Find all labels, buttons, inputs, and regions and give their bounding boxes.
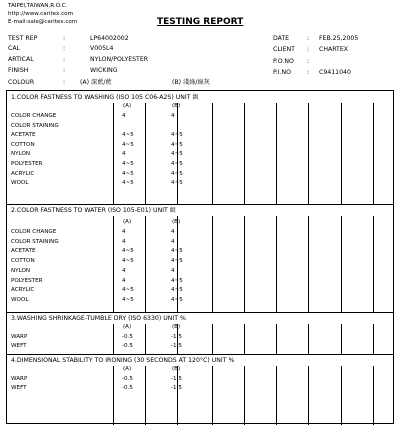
colon: : (63, 79, 66, 86)
section-divider (7, 354, 393, 355)
value-a: -0.5 (122, 385, 133, 392)
row-label: COTTON (11, 141, 35, 148)
value-a: 4~5 (122, 296, 134, 303)
company-email[interactable]: E-mail:sale@caritex.com (8, 19, 78, 25)
section-divider (7, 312, 393, 313)
column-header-a: (A) (123, 324, 132, 330)
value-a: 4 (122, 229, 126, 235)
column-divider (308, 366, 309, 425)
colon: : (307, 69, 310, 76)
cal-value: V005L4 (90, 45, 114, 52)
row-label: WEFT (11, 343, 27, 350)
row-label: POLYESTER (11, 161, 43, 167)
row-label: COTTON (11, 258, 35, 265)
column-divider (212, 103, 213, 204)
value-b: 4~5 (171, 141, 183, 148)
column-divider (177, 366, 178, 425)
row-label: WEFT (11, 385, 27, 392)
results-table (6, 90, 394, 424)
column-divider (212, 216, 213, 312)
column-header-b: (B) (172, 219, 181, 225)
value-b: 4 (171, 238, 175, 245)
section-divider (7, 204, 393, 205)
column-header-a: (A) (123, 103, 132, 109)
column-divider (276, 103, 277, 204)
column-header-b: (B) (172, 324, 181, 330)
column-divider (373, 103, 374, 204)
row-label: ACRYLIC (11, 170, 35, 177)
column-divider (341, 324, 342, 354)
value-a: 4~5 (122, 141, 134, 148)
value-b: 4 (171, 267, 175, 274)
value-b: 4~5 (171, 277, 183, 284)
value-b: -1.5 (171, 376, 182, 382)
value-a: 4~5 (122, 170, 134, 177)
section-title: 4.DIMENSIONAL STABILITY TO IRONING (30 SECONDS AT 120°C) UNIT % (11, 357, 235, 364)
row-label: NYLON (11, 151, 31, 158)
row-label: WOOL (11, 296, 29, 303)
column-divider (113, 366, 114, 425)
column-divider (244, 366, 245, 425)
column-header-a: (A) (123, 366, 132, 372)
value-a: 4~5 (122, 248, 134, 255)
column-divider (244, 324, 245, 354)
finish-label: FINISH (8, 67, 29, 74)
column-divider (308, 324, 309, 354)
company-address: TAIPEI,TAIWAN,R.O.C. (8, 3, 68, 9)
value-a: 4~5 (122, 132, 134, 139)
column-header-b: (B) (172, 103, 181, 109)
column-divider (276, 366, 277, 425)
value-a: 4 (122, 151, 126, 158)
test-section (7, 91, 393, 204)
value-b: 4~5 (171, 296, 183, 303)
value-b: 4~5 (171, 161, 183, 167)
column-divider (373, 366, 374, 425)
column-divider (373, 216, 374, 312)
value-b: 4 (171, 113, 175, 119)
row-label: COLOR STAINING (11, 238, 59, 245)
column-divider (212, 366, 213, 425)
column-divider (212, 324, 213, 354)
value-b: 4~5 (171, 258, 183, 265)
value-a: 4~5 (122, 161, 134, 167)
value-a: -0.5 (122, 376, 133, 382)
client-value: CHARTEX (319, 46, 348, 53)
colon: : (63, 56, 66, 63)
value-b: 4~5 (171, 248, 183, 255)
column-divider (113, 216, 114, 312)
date-value: FEB.25,2005 (319, 35, 359, 42)
value-b: 4~5 (171, 180, 183, 187)
value-b: 4~5 (171, 287, 183, 294)
column-header-a: (A) (123, 219, 132, 225)
column-divider (113, 103, 114, 204)
column-divider (145, 366, 146, 425)
colon: : (307, 35, 310, 42)
column-divider (113, 324, 114, 354)
row-label: WOOL (11, 180, 29, 187)
row-label: COLOR CHANGE (11, 229, 57, 235)
column-divider (244, 216, 245, 312)
company-website[interactable]: http://www.caritex.com (8, 11, 74, 17)
cal-label: CAL (8, 45, 21, 52)
section-title: 2.COLOR FASTNESS TO WATER (ISO 105-E01) UNIT 級 (11, 207, 176, 214)
column-header-b: (B) (172, 366, 181, 372)
artical-value: NYLON/POLYESTER (90, 56, 149, 63)
test-section (7, 204, 393, 312)
column-divider (276, 216, 277, 312)
row-label: COLOR CHANGE (11, 113, 57, 119)
date-label: DATE (273, 35, 290, 42)
column-divider (341, 216, 342, 312)
row-label: NYLON (11, 267, 31, 274)
client-label: CLIENT (273, 46, 295, 53)
row-label: ACETATE (11, 248, 36, 255)
value-b: 4~5 (171, 170, 183, 177)
row-label: WARP (11, 376, 28, 382)
value-b: -1.5 (171, 385, 182, 392)
value-a: 4~5 (122, 287, 134, 294)
pono-label: P.O.NO (273, 58, 294, 65)
value-a: 4 (122, 277, 126, 284)
column-divider (145, 324, 146, 354)
test-rep-label: TEST REP (8, 35, 38, 42)
value-a: 4 (122, 267, 126, 274)
column-divider (276, 324, 277, 354)
finish-value: WICKING (90, 67, 118, 74)
row-label: ACETATE (11, 132, 36, 139)
colon: : (63, 45, 66, 52)
section-title: 1.COLOR FASTNESS TO WASHING (ISO 105 C06-A2S) UNIT 級 (11, 94, 199, 101)
report-title: TESTING REPORT (157, 17, 244, 27)
value-b: -1.5 (171, 334, 182, 340)
row-label: WARP (11, 334, 28, 340)
row-label: POLYESTER (11, 277, 43, 284)
column-divider (373, 324, 374, 354)
value-a: 4 (122, 238, 126, 245)
column-divider (145, 216, 146, 312)
pino-value: C9411040 (319, 69, 351, 76)
value-b: 4~5 (171, 151, 183, 158)
value-a: 4~5 (122, 180, 134, 187)
colour-label: COLOUR (8, 79, 35, 86)
colon: : (63, 35, 66, 42)
value-a: 4~5 (122, 258, 134, 265)
colon: : (63, 67, 66, 74)
value-a: -0.5 (122, 343, 133, 350)
column-divider (308, 103, 309, 204)
column-divider (341, 366, 342, 425)
colour-b: (B) 淺綠/綠灰 (172, 79, 210, 86)
pino-label: P.I.NO (273, 69, 292, 76)
artical-label: ARTICAL (8, 56, 34, 63)
column-divider (308, 216, 309, 312)
value-a: 4 (122, 113, 126, 119)
row-label: COLOR STAINING (11, 122, 59, 129)
row-label: ACRYLIC (11, 287, 35, 294)
test-section (7, 354, 393, 425)
test-rep-value: LP64002002 (90, 35, 129, 42)
value-a: -0.5 (122, 334, 133, 340)
value-b: -1.5 (171, 343, 182, 350)
test-section (7, 312, 393, 354)
colon: : (307, 46, 310, 53)
value-b: 4 (171, 229, 175, 235)
column-divider (145, 103, 146, 204)
value-b: 4~5 (171, 132, 183, 139)
colon: : (307, 58, 310, 65)
colour-a: (A) 深藍/藍 (80, 79, 112, 86)
column-divider (341, 103, 342, 204)
section-title: 3.WASHING SHRINKAGE-TUMBLE DRY (ISO 6330) UNIT % (11, 315, 186, 322)
column-divider (244, 103, 245, 204)
